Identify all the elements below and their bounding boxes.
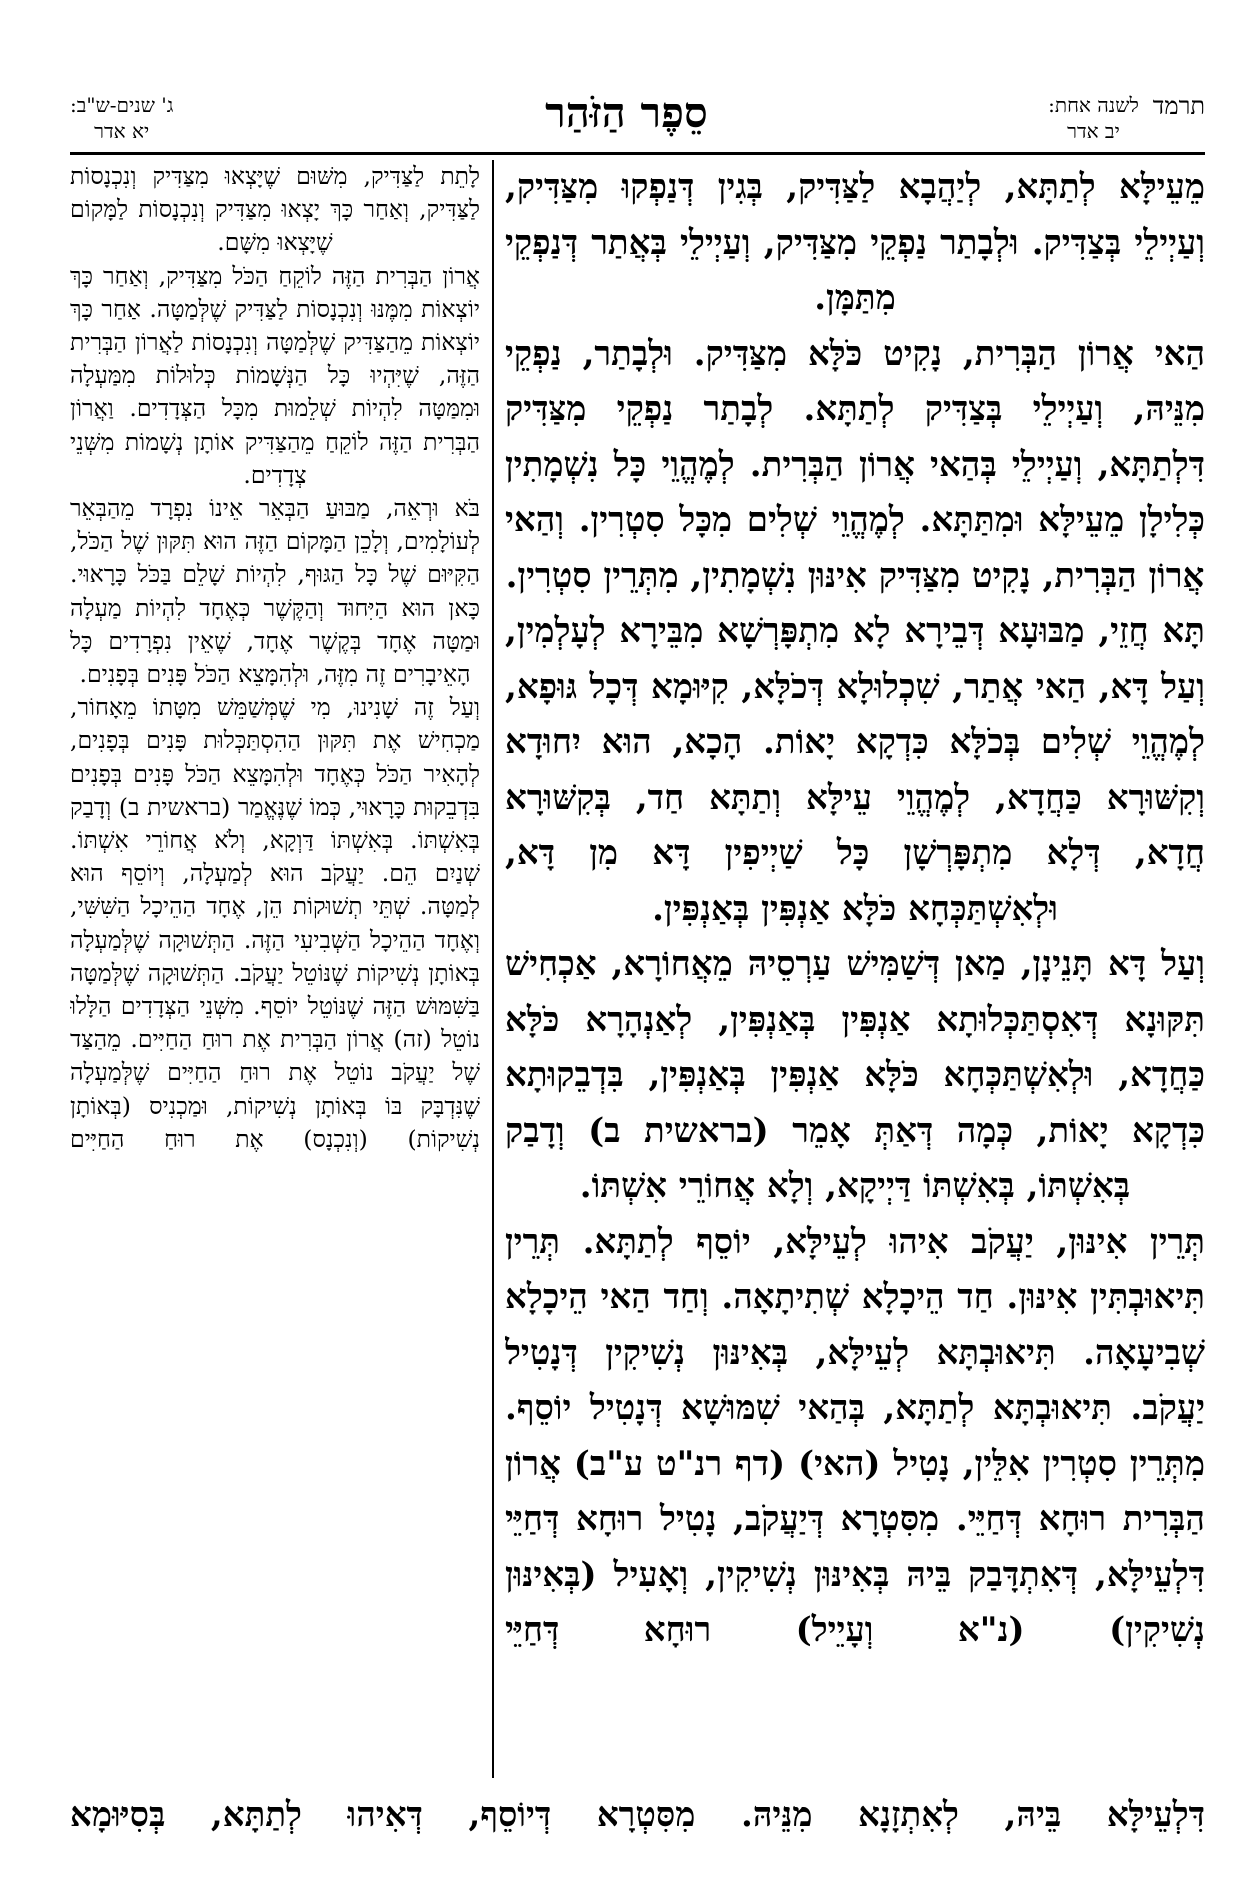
column-divider (492, 160, 494, 1778)
main-paragraph-2: הַאי אֲרוֹן הַבְּרִית, נָקִיט כֹּלָּא מִצַּדִּיק. וּלְבָתַר, נַפְקֵי מִנֵּיהּ, וְעַיְילֵי בְּצַדִּיק לְתַתָּא. לְבָתַר נַפְקֵי מִצַּדִּיק דִּלְתַתָּא, וְעַיְילֵי בְּהַאי אֲרוֹן הַבְּרִית. לְמֶהֱוֵי כָּל נִשְׁמָתִין כְּלִילָן מֵעֵילָּא וּמִתַּתָּא. לְמֶהֱוֵי שְׁלִים מִכָּל סִטְרִין. וְהַאי אֲרוֹן הַבְּרִית, נָקִיט מִצַּדִּיק אִינּוּן נִשְׁמָתִין, מִתְּרֵין סִטְרִין. (505, 333, 1205, 596)
year-cycle-label: לשנה אחת: (1048, 93, 1139, 117)
comm-paragraph-2: אֲרוֹן הַבְּרִית הַזֶּה לוֹקֵחַ הַכֹּל מִצַּדִּיק, וְאַחַר כָּךְ יוֹצְאוֹת מִמֶּנּוּ וְנִכְנָסוֹת לַצַּדִּיק שֶׁלְּמַטָּה. אַחַר כָּךְ יוֹצְאוֹת מֵהַצַּדִּיק שֶׁלְּמַטָּה וְנִכְנָסוֹת לַאֲרוֹן הַבְּרִית הַזֶּה, שֶׁיִּהְיוּ כָּל הַנְּשָׁמוֹת כְּלוּלוֹת מִמַּעְלָה וּמִמַּטָּה לִהְיוֹת שְׁלֵמוּת מִכָּל הַצְּדָדִים. וַאֲרוֹן הַבְּרִית הַזֶּה לוֹקֵחַ מֵהַצַּדִּיק אוֹתָן נְשָׁמוֹת מִשְּׁנֵי צְדָדִים. (70, 261, 480, 489)
page-number: תרמד (1152, 92, 1205, 120)
main-paragraph-1: מֵעֵילָּא לְתַתָּא, לְיַהֲבָא לַצַּדִּיק, בְּגִין דְּנַפְקוּ מִצַּדִּיק, וְעַיְילֵי בְּצַדִּיק. וּלְבָתַר נַפְקֵי מִצַּדִּיק, וְעַיְילֵי בְּאֲתַר דְּנַפְקֵי מִתַּמָּן. (505, 167, 1205, 318)
aramaic-main-column (505, 160, 1205, 1780)
book-title: סֵפֶר הַזֹּהַר (545, 88, 708, 137)
header-rule (70, 152, 1205, 155)
main-paragraph-5: תְּרֵין אִינּוּן, יַעֲקֹב אִיהוּ לְעֵילָּא, יוֹסֵף לְתַתָּא. תְּרֵין תִּיאוּבְתִּין אִינּוּן. חַד הֵיכָלָא שְׁתִיתָאָה. וְחַד הַאי הֵיכָלָא שְׁבִיעָאָה. תִּיאוּבְתָּא לְעֵילָּא, בְּאִינּוּן נְשִׁיקִין דְּנָטִיל יַעֲקֹב. תִּיאוּבְתָּא לְתַתָּא, בְּהַאי שִׁמּוּשָׁא דְּנָטִיל יוֹסֵף. מִתְּרֵין סִטְרִין אִלֵּין, נָטִיל (האי) (דף רנ"ט ע"ב) אֲרוֹן הַבְּרִית רוּחָא דְּחַיֵּי. מִסִּטְרָא דְּיַעֲקֹב, נָטִיל רוּחָא דְּחַיֵּי דִּלְעֵילָּא, דְּאִתְדָּבַק בֵּיהּ בְּאִינּוּן נְשִׁיקִין, וְאָעִיל (בְּאִינּוּן נְשִׁיקִין) (נ"א וְעָיֵיל) רוּחָא דְּחַיֵּי (505, 1221, 1205, 1650)
bottom-full-width-line: דִּלְעֵילָּא בֵּיהּ, לְאִתְזָנָא מִנֵּיהּ. מִסִּטְרָא דְּיוֹסֵף, דְּאִיהוּ לְתַתָּא, בְּסִיּוּמָא (70, 1795, 1205, 1835)
main-paragraph-3: תָּא חֲזֵי, מַבּוּעָא דְּבֵירָא לָא מִתְפָּרְשָׁא מִבֵּירָא לְעָלְמִין, וְעַל דָּא, הַאי אֲתַר, שִׁכְלוּלָא דְּכֹלָּא, קִיּוּמָא דְּכָל גּוּפָא, לְמֶהֱוֵי שְׁלִים בְּכֹלָּא כִּדְקָא יָאוֹת. הָכָא, הוּא יִחוּדָא וְקִשּׁוּרָא כַּחֲדָא, לְמֶהֱוֵי עֵילָּא וְתַתָּא חַד, בְּקִשּׁוּרָא חֲדָא, דְּלָא מִתְפָּרְשָׁן כָּל שַׁיְיפִין דָּא מִן דָּא, וּלְאִשְׁתַּכְּחָא כֹּלָּא אַנְפִּין בְּאַנְפִּין. (505, 611, 1205, 929)
page-header (0, 88, 1253, 148)
comm-paragraph-1: לָתֵת לַצַּדִּיק, מִשּׁוּם שֶׁיָּצְאוּ מִצַּדִּיק וְנִכְנָסוֹת לַצַּדִּיק, וְאַחַר כָּךְ יָצְאוּ מִצַּדִּיק וְנִכְנָסוֹת לַמָּקוֹם שֶׁיָּצְאוּ מִשָּׁם. (70, 162, 480, 257)
date-left: יא אדר (94, 119, 150, 143)
main-paragraph-4: וְעַל דָּא תָּנֵינָן, מַאן דְּשַׁמִּישׁ עַרְסֵיהּ מֵאֲחוֹרָא, אַכְחִישׁ תִּקּוּנָא דְּאִסְתַּכְּלוּתָא אַנְפִּין בְּאַנְפִּין, לְאַנְהָרָא כֹּלָּא כַּחֲדָא, וּלְאִשְׁתַּכְּחָא כֹּלָּא אַנְפִּין בְּאַנְפִּין, בִּדְבֵקוּתָא כִּדְקָא יָאוֹת, כְּמָה דְּאַתְּ אָמֵר (בראשית ב) וְדָבַק בְּאִשְׁתּוֹ, בְּאִשְׁתּוֹ דַּיְיקָא, וְלָא אֲחוֹרֵי אִשְׁתּוֹ. (505, 944, 1205, 1206)
comm-paragraph-3: בֹּא וּרְאֵה, מַבּוּעַ הַבְּאֵר אֵינוֹ נִפְרָד מֵהַבְּאֵר לְעוֹלָמִים, וְלָכֵן הַמָּקוֹם הַזֶּה הוּא תִּקּוּן שֶׁל הַכֹּל, הַקִּיּוּם שֶׁל כָּל הַגּוּף, לִהְיוֹת שָׁלֵם בַּכֹּל כָּרָאוּי. כָּאן הוּא הַיִּחוּד וְהַקֶּשֶׁר כְּאֶחָד לִהְיוֹת מַעְלָה וּמַטָּה אֶחָד בְּקֶשֶׁר אֶחָד, שֶׁאֵין נִפְרָדִים כָּל הָאֵיבָרִים זֶה מִזֶּה, וּלְהִמָּצֵא הַכֹּל פָּנִים בְּפָנִים. (70, 494, 480, 689)
date-right: יב אדר (1067, 119, 1120, 143)
comm-paragraph-4: וְעַל זֶה שָׁנִינוּ, מִי שֶׁמְּשַׁמֵּשׁ מִטָּתוֹ מֵאָחוֹר, מַכְחִישׁ אֶת תִּקּוּן הַהִסְתַּכְּלוּת פָּנִים בְּפָנִים, לְהָאִיר הַכֹּל כְּאֶחָד וּלְהִמָּצֵא הַכֹּל פָּנִים בְּפָנִים בִּדְבֵקוּת כָּרָאוּי, כְּמוֹ שֶׁנֶּאֱמַר (בראשית ב) וְדָבַק בְּאִשְׁתּוֹ. בְּאִשְׁתּוֹ דַּוְקָא, וְלֹא אֲחוֹרֵי אִשְׁתּוֹ. שְׁנַיִם הֵם. יַעֲקֹב הוּא לְמַעְלָה, וְיוֹסֵף הוּא לְמַטָּה. שְׁתֵּי תְשׁוּקוֹת הֵן, אֶחָד הַהֵיכָל הַשִּׁשִּׁי, וְאֶחָד הַהֵיכָל הַשְּׁבִיעִי הַזֶּה. הַתְּשׁוּקָה שֶׁלְּמַעְלָה בְּאוֹתָן נְשִׁיקוֹת שֶׁנּוֹטֵל יַעֲקֹב. הַתְּשׁוּקָה שֶׁלְּמַטָּה בַּשִּׁמּוּשׁ הַזֶּה שֶׁנּוֹטֵל יוֹסֵף. מִשְּׁנֵי הַצְּדָדִים הַלָּלוּ נוֹטֵל (זה) אֲרוֹן הַבְּרִית אֶת רוּחַ הַחַיִּים. מֵהַצַּד שֶׁל יַעֲקֹב נוֹטֵל אֶת רוּחַ הַחַיִּים שֶׁלְּמַעְלָה שֶׁנִּדְבָּק בּוֹ בְּאוֹתָן נְשִׁיקוֹת, וּמַכְנִיס (בְּאוֹתָן נְשִׁיקוֹת) (וְנִכְנָס) אֶת רוּחַ הַחַיִּים (70, 693, 480, 1153)
hebrew-translation-column (70, 160, 480, 1780)
cycle-left-label: ג' שנים-ש"ב: (70, 93, 174, 117)
reading-schedule-three-year (70, 92, 173, 144)
